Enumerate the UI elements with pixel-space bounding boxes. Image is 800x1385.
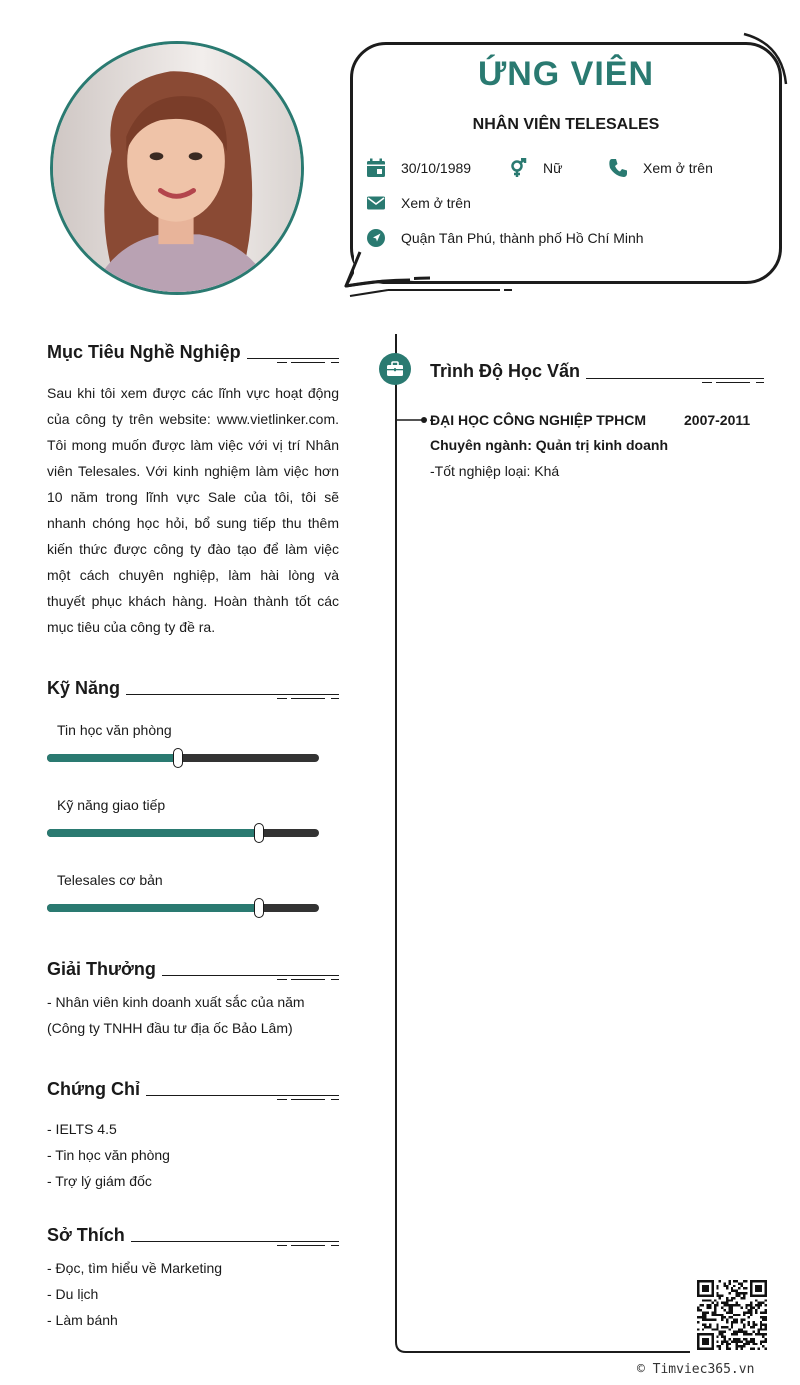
list-item: - IELTS 4.5 — [47, 1121, 117, 1137]
title-underline — [146, 1077, 339, 1099]
skill-bar-fill — [47, 754, 178, 762]
gender-value: Nữ — [543, 160, 563, 176]
qr-code — [697, 1280, 767, 1350]
address-value: Quận Tân Phú, thành phố Hồ Chí Minh — [401, 230, 644, 246]
location-arrow-icon — [366, 228, 386, 248]
education-section-title: Trình Độ Học Vấn — [430, 358, 764, 382]
education-major: Chuyên ngành: Quản trị kinh doanh — [430, 437, 668, 453]
avatar — [50, 41, 304, 295]
title-underline — [126, 676, 339, 698]
profile-photo — [53, 44, 301, 292]
list-item: - Trợ lý giám đốc — [47, 1173, 152, 1189]
awards-list — [47, 989, 347, 1041]
skill-bar-knob — [254, 823, 264, 843]
candidate-name: ỨNG VIÊN — [477, 55, 654, 93]
title-underline — [586, 358, 764, 382]
certificates-list — [47, 1116, 347, 1194]
phone-info — [608, 158, 713, 178]
skill-bar — [47, 829, 319, 837]
list-item: - Đọc, tìm hiểu về Marketing — [47, 1260, 223, 1276]
skill-bar — [47, 754, 319, 762]
birthday-value: 30/10/1989 — [401, 160, 472, 176]
list-item: - Tin học văn phòng — [47, 1147, 170, 1163]
title-underline — [162, 957, 339, 979]
calendar-icon — [366, 158, 386, 178]
skill-bar-fill — [47, 829, 259, 837]
phone-icon — [608, 158, 628, 178]
email-info — [366, 193, 471, 213]
objective-section-title: Mục Tiêu Nghề Nghiệp — [47, 340, 339, 362]
skill-bar-knob — [173, 748, 183, 768]
address-info — [366, 228, 644, 248]
envelope-icon — [366, 193, 386, 213]
list-item: - Du lịch — [47, 1286, 99, 1302]
skill-bar-knob — [254, 898, 264, 918]
email-value: Xem ở trên — [401, 195, 471, 211]
copyright-text: © Timviec365.vn — [637, 1362, 755, 1377]
education-grade: -Tốt nghiệp loại: Khá — [430, 463, 560, 479]
gender-info — [508, 158, 562, 178]
briefcase-icon — [379, 353, 411, 385]
phone-value: Xem ở trên — [643, 160, 713, 176]
birthday-info — [366, 158, 471, 178]
education-years: 2007-2011 — [684, 412, 751, 428]
certificates-section-title: Chứng Chỉ — [47, 1077, 339, 1099]
skill-label: Telesales cơ bản — [57, 872, 163, 888]
gender-icon — [508, 158, 528, 178]
awards-section-title: Giải Thưởng — [47, 957, 339, 979]
job-position: NHÂN VIÊN TELESALES — [472, 116, 660, 133]
speech-bubble-tail — [340, 250, 530, 310]
skill-label: Kỹ năng giao tiếp — [57, 797, 166, 813]
hobbies-section-title: Sở Thích — [47, 1223, 339, 1245]
award-item: - Nhân viên kinh doanh xuất sắc của năm — [47, 994, 305, 1010]
skill-bar — [47, 904, 319, 912]
objective-text: Sau khi tôi xem được các lĩnh vực hoạt động của công ty trên website: www.vietlinker.com. Tôi mong muốn được làm việc với vị trí Nhân viên Telesales. Với kinh nghiệm làm việc hơn 10 năm trong lĩnh vực Sale của tôi, tôi sẽ nhanh chóng học hỏi, bổ sung tiếp thu thêm kiến thức được công ty đào tạo để làm việc một cách chuyên nghiệp, làm hài lòng và thuyết phục khách hàng. Hoàn thành tốt các mục tiêu của công ty đề ra. — [47, 385, 339, 635]
award-item-detail: (Công ty TNHH đầu tư địa ốc Bảo Lâm) — [47, 1020, 293, 1036]
skill-label: Tin học văn phòng — [57, 722, 172, 738]
hobbies-list — [47, 1255, 347, 1333]
education-school: ĐẠI HỌC CÔNG NGHIỆP TPHCM — [430, 412, 646, 428]
list-item: - Làm bánh — [47, 1312, 118, 1328]
title-underline — [131, 1223, 339, 1245]
skill-bar-fill — [47, 904, 259, 912]
timeline-line — [395, 334, 695, 1354]
title-underline — [247, 340, 339, 362]
skills-section-title: Kỹ Năng — [47, 676, 339, 698]
